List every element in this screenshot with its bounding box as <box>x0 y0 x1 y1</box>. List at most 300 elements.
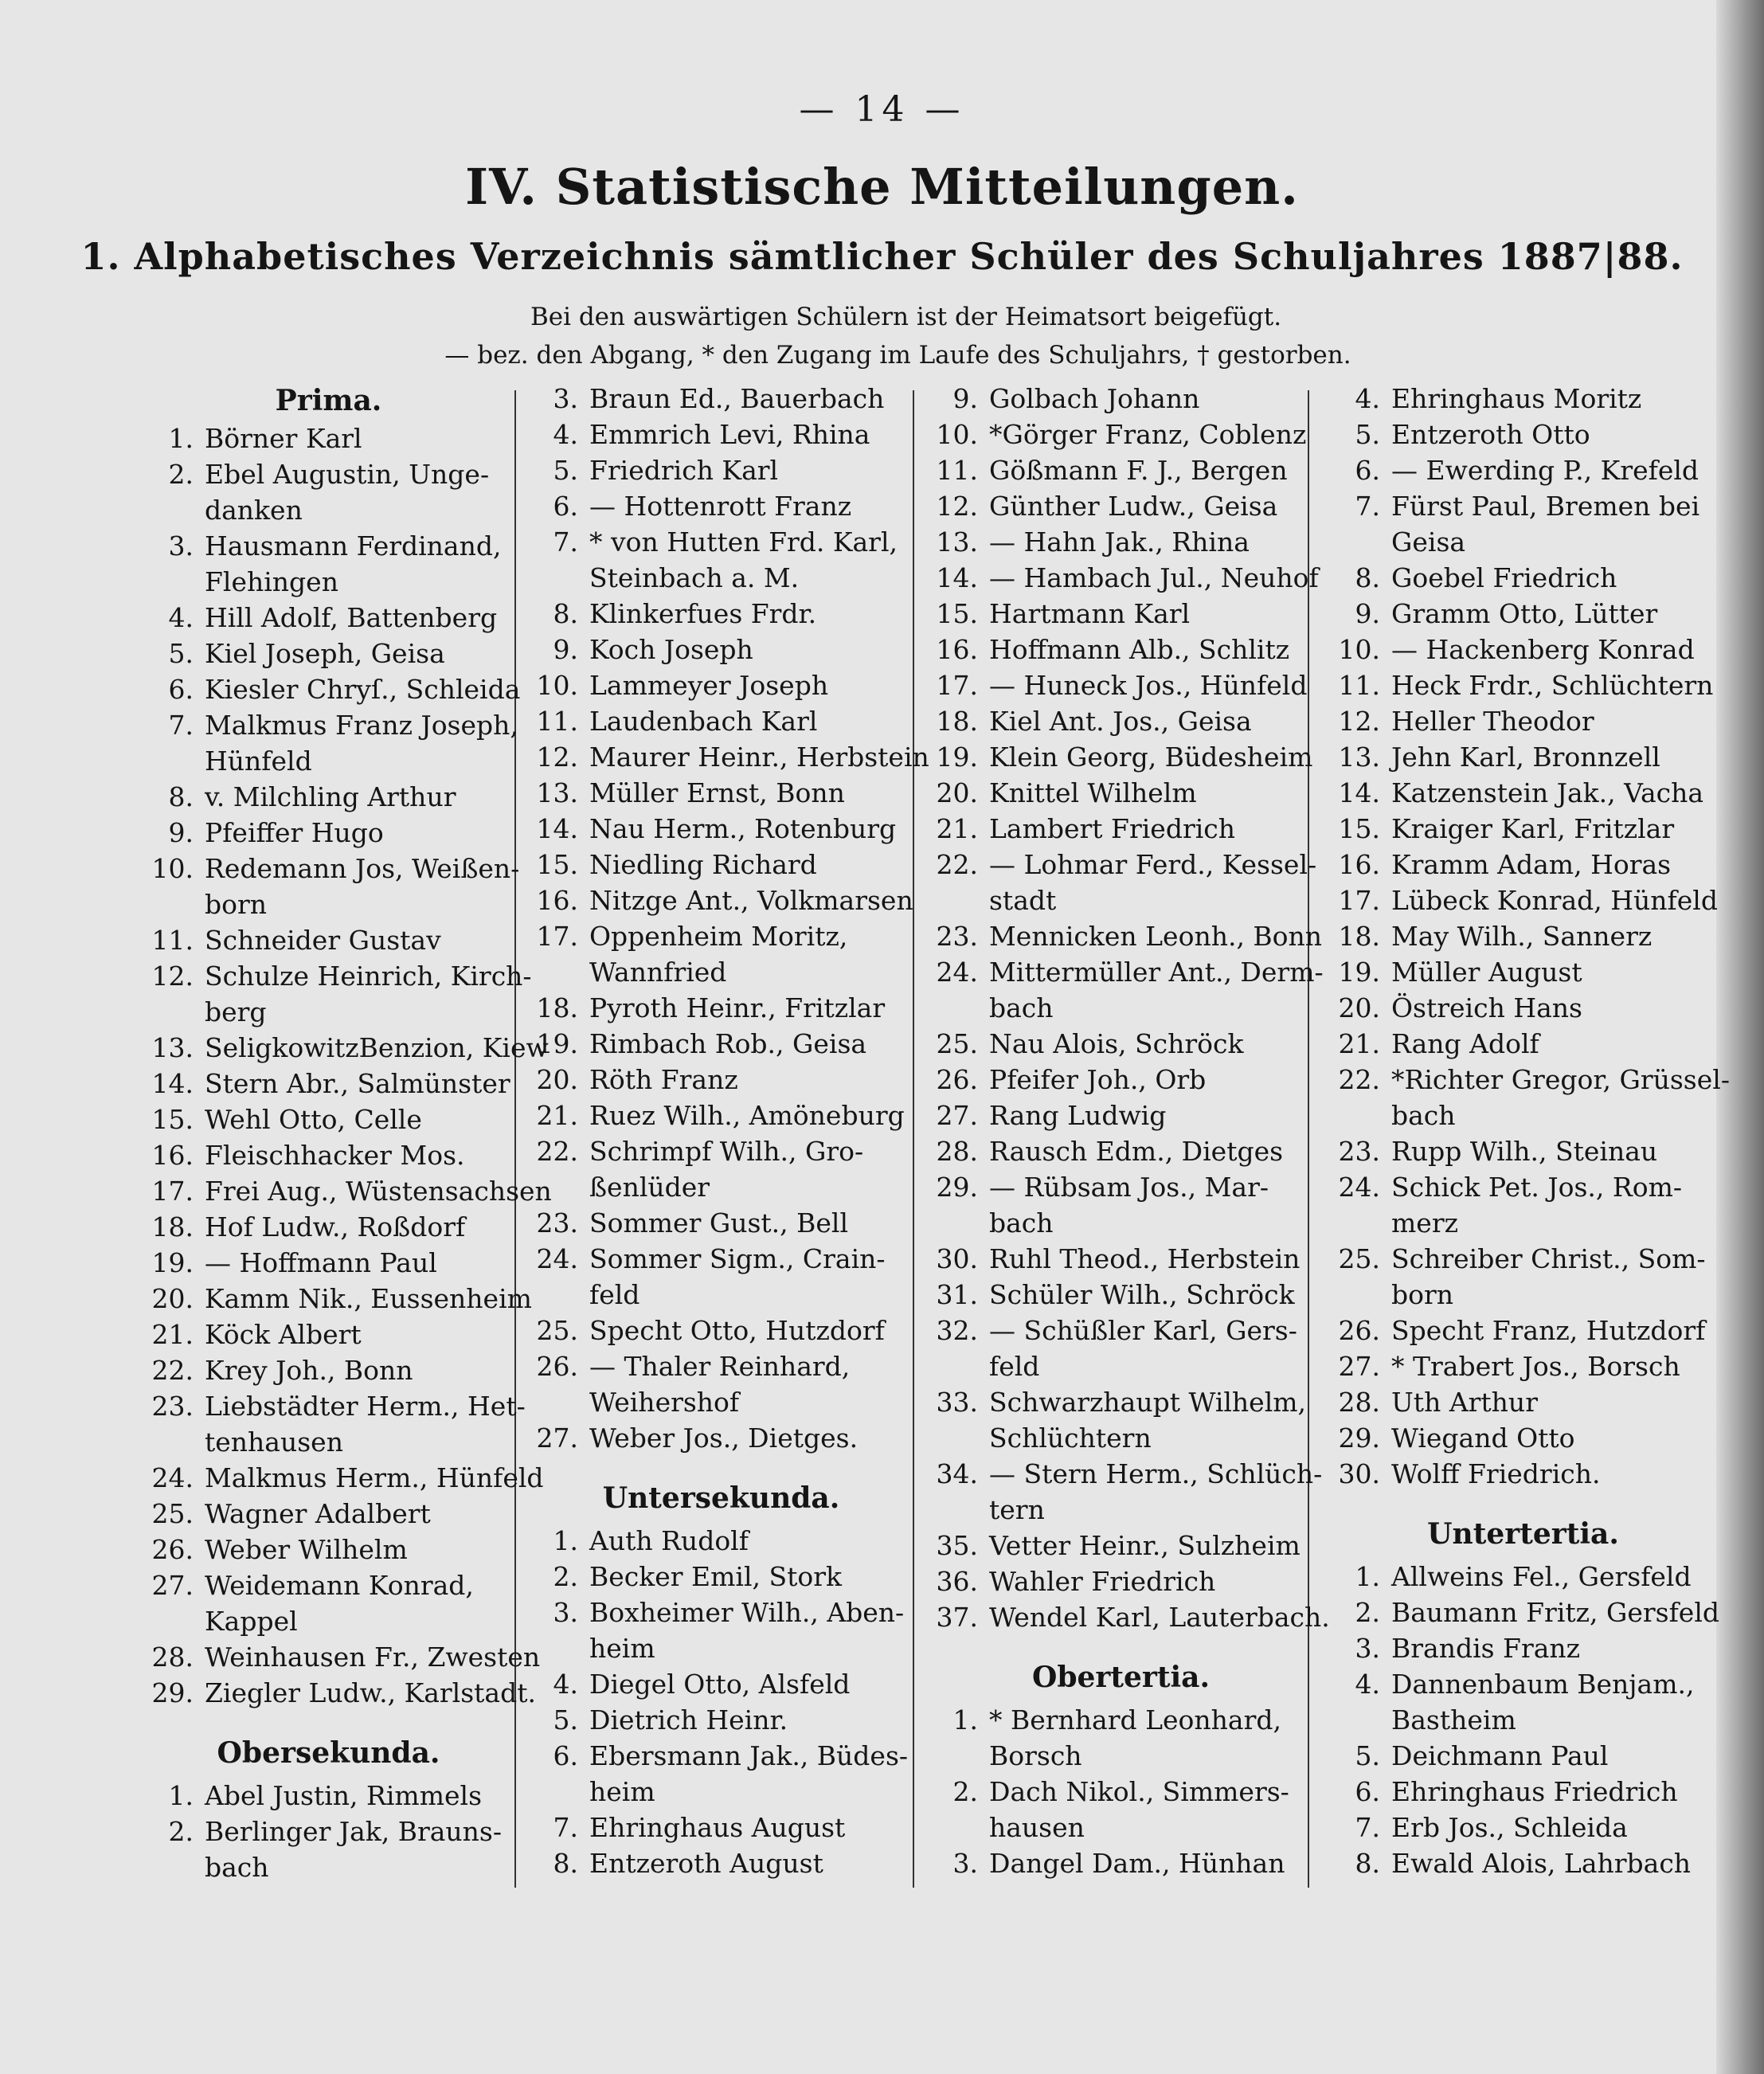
entry-name: — Hackenberg Konrad <box>1391 634 1695 665</box>
entry-number: 20. <box>936 777 978 808</box>
entry-name: * Bernhard Leonhard, <box>989 1704 1281 1736</box>
entry-number <box>532 954 589 990</box>
entry-number: 11. <box>536 706 578 737</box>
entry-number: 11. <box>936 455 978 486</box>
list-item <box>1334 1169 1712 1205</box>
list-item <box>532 1169 910 1205</box>
entry-name: Braun Ed., Bauerbach <box>589 383 885 414</box>
list-item <box>147 1639 541 1675</box>
list-item <box>932 488 1310 524</box>
entry-number: 9. <box>1355 598 1380 629</box>
entry-name: Rang Ludwig <box>989 1100 1167 1131</box>
list-item <box>1334 811 1712 847</box>
entry-number: 14. <box>536 813 578 844</box>
entry-name: Müller Ernst, Bonn <box>589 777 845 808</box>
entry-number: 11. <box>1338 670 1380 701</box>
entry-number: 3. <box>1355 1633 1380 1664</box>
entry-number: 28. <box>936 1136 978 1167</box>
entry-number: 6. <box>553 1740 578 1771</box>
entry-name: Rimbach Rob., Geisa <box>589 1028 867 1059</box>
list-item <box>147 707 518 743</box>
list-item <box>147 1066 510 1102</box>
entry-number: 3. <box>952 1848 978 1879</box>
list-item <box>932 811 1310 847</box>
entry-number: 15. <box>151 1104 194 1135</box>
entry-number: 2. <box>168 1816 194 1847</box>
entry-number: 24. <box>536 1243 578 1274</box>
list-item <box>1334 452 1712 488</box>
list-item <box>1334 1205 1712 1241</box>
entry-name: Borsch <box>989 1740 1082 1771</box>
entry-number <box>147 994 205 1030</box>
entry-name: Erb Jos., Schleida <box>1391 1812 1628 1843</box>
entry-name: Emmrich Levi, Rhina <box>589 419 870 450</box>
entry-number: 26. <box>936 1064 978 1095</box>
entry-number: 19. <box>536 1028 578 1059</box>
entry-name: Kiel Joseph, Geisa <box>205 638 445 669</box>
entry-number: 4. <box>553 1669 578 1700</box>
entry-number: 37. <box>936 1602 978 1633</box>
entry-name: Nau Alois, Schröck <box>989 1028 1244 1059</box>
list-item <box>532 381 910 417</box>
entry-name: tern <box>989 1494 1045 1525</box>
entry-name: Hausmann Ferdinand, <box>205 530 502 562</box>
entry-number <box>147 1849 205 1885</box>
entry-number: 1. <box>553 1525 578 1556</box>
entry-name: Entzeroth Otto <box>1391 419 1590 450</box>
section-heading: Untertertia. <box>1427 1517 1619 1551</box>
list-item <box>532 918 910 954</box>
entry-number <box>932 1738 989 1774</box>
entry-number: 18. <box>536 992 578 1023</box>
list-item <box>932 1133 1310 1169</box>
list-item <box>932 918 1323 954</box>
entry-name: Ebel Augustin, Unge- <box>205 459 490 490</box>
entry-name: Schwarzhaupt Wilhelm, <box>989 1387 1307 1418</box>
list-item <box>147 1137 510 1173</box>
entry-number: 29. <box>1338 1422 1380 1454</box>
entry-name: Schlüchtern <box>989 1422 1152 1454</box>
list-item <box>1334 381 1712 417</box>
list-item <box>147 851 520 886</box>
entry-name: Schick Pet. Jos., Rom- <box>1391 1172 1683 1203</box>
entry-name: Geisa <box>1391 526 1466 558</box>
entry-number: 32. <box>936 1315 978 1346</box>
list-item <box>532 524 910 560</box>
entry-name: Dangel Dam., Hünhan <box>989 1848 1285 1879</box>
entry-number: 31. <box>936 1279 978 1310</box>
entry-number <box>932 1810 989 1845</box>
entry-number: 16. <box>1338 849 1380 880</box>
entry-number: 24. <box>1338 1172 1380 1203</box>
entry-number: 3. <box>168 530 194 562</box>
page-number: — 14 — <box>799 89 965 130</box>
list-item <box>532 1384 910 1420</box>
list-item <box>1334 847 1712 882</box>
entry-number: 25. <box>1338 1243 1380 1274</box>
entry-name: Dietrich Heinr. <box>589 1704 788 1736</box>
entry-number: 4. <box>1355 1669 1380 1700</box>
list-item <box>1334 1313 1712 1348</box>
list-item <box>932 1563 1310 1599</box>
entry-number <box>932 990 989 1026</box>
entry-name: Rang Adolf <box>1391 1028 1539 1059</box>
entry-name: Östreich Hans <box>1391 992 1582 1023</box>
entry-number: 34. <box>936 1458 978 1489</box>
list-item <box>147 564 510 600</box>
entry-name: v. Milchling Arthur <box>205 781 456 812</box>
entry-name: — Huneck Jos., Hünfeld <box>989 670 1308 701</box>
list-item <box>532 739 929 775</box>
list-item <box>147 492 510 528</box>
list-item <box>1334 1738 1712 1774</box>
list-item <box>147 958 532 994</box>
entry-name: Gößmann F. J., Bergen <box>989 455 1288 486</box>
list-item <box>532 811 910 847</box>
list-item <box>1334 1241 1712 1277</box>
list-item <box>147 1460 544 1496</box>
list-item <box>932 739 1313 775</box>
entry-name: Dach Nikol., Simmers- <box>989 1776 1289 1807</box>
entry-name: Schrimpf Wilh., Gro- <box>589 1136 864 1167</box>
list-item <box>932 1026 1310 1062</box>
entry-name: Hof Ludw., Roßdorf <box>205 1211 466 1242</box>
entry-number: 23. <box>1338 1136 1380 1167</box>
entry-number: 16. <box>936 634 978 665</box>
list-item <box>1334 954 1712 990</box>
entry-number: 25. <box>936 1028 978 1059</box>
entry-name: Specht Otto, Hutzdorf <box>589 1315 885 1346</box>
list-item <box>532 1026 910 1062</box>
list-item <box>932 1169 1310 1205</box>
list-item <box>147 779 510 815</box>
entry-name: Hünfeld <box>205 745 312 777</box>
list-item <box>932 596 1310 632</box>
entry-name: Vetter Heinr., Sulzheim <box>989 1530 1301 1561</box>
entry-name: Weihershof <box>589 1387 740 1418</box>
entry-name: stadt <box>989 885 1057 916</box>
list-item <box>147 1567 510 1603</box>
entry-name: Wiegand Otto <box>1391 1422 1575 1454</box>
entry-number: 11. <box>151 925 194 956</box>
list-item <box>1334 1348 1712 1384</box>
list-item <box>1334 632 1712 667</box>
entry-name: Allweins Fel., Gersfeld <box>1391 1561 1692 1592</box>
entry-name: Becker Emil, Stork <box>589 1561 843 1592</box>
entry-name: — Stern Herm., Schlüch- <box>989 1458 1323 1489</box>
entry-number: 25. <box>536 1315 578 1346</box>
list-item <box>147 1030 549 1066</box>
entry-name: heim <box>589 1633 655 1664</box>
entry-number: 5. <box>553 455 578 486</box>
list-item <box>932 1420 1310 1456</box>
list-item <box>932 703 1310 739</box>
entry-number <box>932 1420 989 1456</box>
entry-number: 10. <box>936 419 978 450</box>
entry-name: born <box>205 889 268 920</box>
entry-number: 22. <box>936 849 978 880</box>
list-item <box>1334 1456 1712 1492</box>
entry-name: — Hambach Jul., Neuhof <box>989 562 1319 593</box>
entry-number: 19. <box>936 742 978 773</box>
entry-name: danken <box>205 495 303 526</box>
list-item <box>1334 739 1712 775</box>
entry-name: Weinhausen Fr., Zwesten <box>205 1642 541 1673</box>
entry-number: 13. <box>1338 742 1380 773</box>
list-item <box>932 417 1310 452</box>
entry-number <box>1334 1098 1391 1133</box>
entry-number: 26. <box>536 1351 578 1382</box>
entry-number: 8. <box>553 1848 578 1879</box>
entry-name: Katzenstein Jak., Vacha <box>1391 777 1704 808</box>
list-item <box>532 1277 910 1313</box>
entry-name: Weber Jos., Dietges. <box>589 1422 859 1454</box>
list-item <box>147 1281 532 1317</box>
list-item <box>1334 667 1712 703</box>
entry-number: 28. <box>1338 1387 1380 1418</box>
entry-number: 19. <box>151 1247 194 1278</box>
section-heading: Prima. <box>275 384 382 417</box>
list-item <box>147 421 510 456</box>
list-item <box>1334 1277 1712 1313</box>
entry-number: 29. <box>936 1172 978 1203</box>
entry-number: 12. <box>936 491 978 522</box>
entry-name: Friedrich Karl <box>589 455 779 486</box>
entry-name: heim <box>589 1776 655 1807</box>
entry-name: Golbach Johann <box>989 383 1200 414</box>
entry-number: 13. <box>151 1032 194 1063</box>
list-item <box>147 528 510 564</box>
list-item <box>1334 1774 1712 1810</box>
list-item <box>1334 560 1712 596</box>
list-item <box>932 1062 1310 1098</box>
entry-name: Berlinger Jak, Brauns- <box>205 1816 503 1847</box>
entry-number: 6. <box>1355 1776 1380 1807</box>
entry-number: 24. <box>936 957 978 988</box>
list-item <box>532 1810 910 1845</box>
entry-name: Kappel <box>205 1606 298 1637</box>
entry-name: Brandis Franz <box>1391 1633 1581 1664</box>
entry-name: Sommer Sigm., Crain- <box>589 1243 886 1274</box>
entry-name: Kiel Ant. Jos., Geisa <box>989 706 1252 737</box>
list-item <box>932 1313 1310 1348</box>
entry-number: 18. <box>151 1211 194 1242</box>
entry-name: — Lohmar Ferd., Kessel- <box>989 849 1317 880</box>
list-item <box>932 1456 1323 1492</box>
entry-name: Dannenbaum Benjam., <box>1391 1669 1695 1700</box>
entry-number: 30. <box>936 1243 978 1274</box>
entry-number <box>932 1348 989 1384</box>
entry-number: 15. <box>936 598 978 629</box>
entry-number <box>1334 1277 1391 1313</box>
entry-number: 18. <box>936 706 978 737</box>
entry-name: Niedling Richard <box>589 849 817 880</box>
entry-number: 6. <box>553 491 578 522</box>
section-heading: Untersekunda. <box>602 1481 840 1515</box>
entry-name: Günther Ludw., Geisa <box>989 491 1278 522</box>
list-item <box>147 1209 510 1245</box>
entry-number <box>147 492 205 528</box>
list-item <box>932 847 1317 882</box>
entry-number: 36. <box>936 1566 978 1597</box>
entry-name: Ruhl Theod., Herbstein <box>989 1243 1301 1274</box>
list-item <box>532 560 910 596</box>
entry-number: 7. <box>168 710 194 741</box>
entry-name: Wolff Friedrich. <box>1391 1458 1601 1489</box>
list-item <box>532 1774 910 1810</box>
list-item <box>532 775 910 811</box>
list-item <box>932 1774 1310 1810</box>
entry-number <box>932 1205 989 1241</box>
entry-name: Hartmann Karl <box>989 598 1191 629</box>
entry-name: Specht Franz, Hutzdorf <box>1391 1315 1706 1346</box>
entry-number: 10. <box>536 670 578 701</box>
list-item <box>1334 1845 1712 1881</box>
entry-number: 14. <box>936 562 978 593</box>
entry-number: 5. <box>553 1704 578 1736</box>
entry-name: merz <box>1391 1207 1458 1239</box>
list-item <box>147 1173 552 1209</box>
entry-number: 1. <box>168 1780 194 1811</box>
entry-number: 35. <box>936 1530 978 1561</box>
entry-name: Wendel Karl, Lauterbach. <box>989 1602 1330 1633</box>
entry-number: 20. <box>1338 992 1380 1023</box>
entry-name: Flehingen <box>205 566 338 597</box>
list-item <box>1334 488 1712 524</box>
list-item <box>1334 1420 1712 1456</box>
entry-number: 13. <box>536 777 578 808</box>
list-item <box>1334 990 1712 1026</box>
entry-number <box>1334 524 1391 560</box>
entry-number: 5. <box>168 638 194 669</box>
list-item <box>532 667 910 703</box>
entry-number <box>1334 1205 1391 1241</box>
entry-number: 13. <box>936 526 978 558</box>
list-item <box>147 636 510 671</box>
entry-name: Laudenbach Karl <box>589 706 818 737</box>
entry-name: Oppenheim Moritz, <box>589 921 848 952</box>
list-item <box>147 1814 510 1849</box>
entry-name: — Rübsam Jos., Mar- <box>989 1172 1269 1203</box>
entry-name: Rausch Edm., Dietges <box>989 1136 1284 1167</box>
entry-number: 8. <box>1355 1848 1380 1879</box>
list-item <box>932 775 1310 811</box>
list-item <box>532 1523 910 1559</box>
entry-number: 16. <box>151 1140 194 1171</box>
list-item <box>1334 1559 1712 1595</box>
list-item <box>532 1098 910 1133</box>
entry-name: Wahler Friedrich <box>989 1566 1216 1597</box>
entry-name: Kiesler Chryſ., Schleida <box>205 674 521 705</box>
list-item <box>532 488 910 524</box>
list-item <box>1334 524 1712 560</box>
entry-number: 10. <box>151 853 194 884</box>
entry-name: May Wilh., Sannerz <box>1391 921 1653 952</box>
list-item <box>932 882 1310 918</box>
list-item <box>1334 1026 1712 1062</box>
entry-number: 7. <box>553 526 578 558</box>
list-item <box>532 1702 910 1738</box>
entry-number: 19. <box>1338 957 1380 988</box>
column-2 <box>532 381 929 1881</box>
entry-name: Baumann Fritz, Gersfeld <box>1391 1597 1720 1628</box>
entry-number: 27. <box>151 1570 194 1601</box>
list-item <box>932 954 1324 990</box>
entry-name: Wagner Adalbert <box>205 1498 431 1529</box>
entry-number: 9. <box>952 383 978 414</box>
list-item <box>932 990 1310 1026</box>
entry-number: 12. <box>536 742 578 773</box>
list-item <box>932 1738 1310 1774</box>
entry-name: Kramm Adam, Horas <box>1391 849 1672 880</box>
entry-number <box>532 1169 589 1205</box>
list-item <box>932 1348 1310 1384</box>
entry-name: — Thaler Reinhard, <box>589 1351 851 1382</box>
list-item <box>147 1102 510 1137</box>
entry-number: 29. <box>151 1677 194 1708</box>
entry-number: 4. <box>1355 383 1380 414</box>
list-item <box>147 922 510 958</box>
entry-name: Malkmus Franz Joseph, <box>205 710 518 741</box>
entry-number: 2. <box>168 459 194 490</box>
entry-name: Redemann Jos, Weißen- <box>205 853 520 884</box>
entry-number: 1. <box>952 1704 978 1736</box>
entry-number: 7. <box>1355 491 1380 522</box>
list-item <box>532 990 910 1026</box>
list-item <box>932 1702 1310 1738</box>
entry-number: 14. <box>151 1068 194 1099</box>
entry-number: 1. <box>168 423 194 454</box>
list-item <box>532 1348 910 1384</box>
list-item <box>532 632 910 667</box>
entry-name: Liebstädter Herm., Het- <box>205 1391 526 1422</box>
list-item <box>532 1420 910 1456</box>
entry-name: Sommer Gust., Bell <box>589 1207 849 1239</box>
entry-name: Uth Arthur <box>1391 1387 1538 1418</box>
entry-name: bach <box>989 992 1054 1023</box>
entry-name: Mennicken Leonh., Bonn <box>989 921 1323 952</box>
entry-number: 22. <box>151 1355 194 1386</box>
entry-number <box>532 560 589 596</box>
list-item <box>932 1528 1310 1563</box>
list-item <box>147 886 510 922</box>
list-item <box>932 1492 1310 1528</box>
list-item <box>532 1205 910 1241</box>
list-item <box>532 1630 910 1666</box>
list-item <box>532 1133 910 1169</box>
entry-name: Ebersmann Jak., Büdes- <box>589 1740 909 1771</box>
entry-name: Jehn Karl, Bronnzell <box>1391 742 1660 773</box>
entry-number: 33. <box>936 1387 978 1418</box>
list-item <box>932 1599 1330 1635</box>
page-title: IV. Statistische Mitteilungen. <box>465 158 1299 216</box>
entry-number <box>1334 1702 1391 1738</box>
list-item <box>147 1603 510 1639</box>
list-item <box>1334 882 1718 918</box>
list-item <box>532 1845 910 1881</box>
entry-number <box>147 1603 205 1639</box>
entry-number: 23. <box>536 1207 578 1239</box>
entry-number: 23. <box>151 1391 194 1422</box>
entry-name: tenhausen <box>205 1426 343 1458</box>
entry-name: *Görger Franz, Coblenz <box>989 419 1307 450</box>
entry-name: *Richter Gregor, Grüssel- <box>1391 1064 1730 1095</box>
entry-name: Knittel Wilhelm <box>989 777 1197 808</box>
entry-name: Weidemann Konrad, <box>205 1570 474 1601</box>
entry-name: Maurer Heinr., Herbstein <box>589 742 929 773</box>
entry-name: Weber Wilhelm <box>205 1534 408 1565</box>
entry-number: 10. <box>1338 634 1380 665</box>
